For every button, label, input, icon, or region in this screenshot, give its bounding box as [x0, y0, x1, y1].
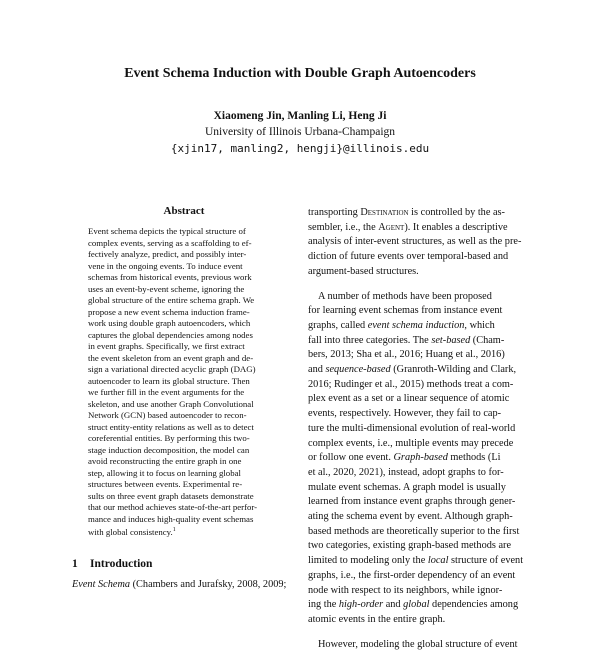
body-line: two categories, existing graph-based methods are — [308, 540, 512, 552]
abstract-line: schemas from historical events, previous work — [88, 272, 252, 282]
body-line — [308, 334, 530, 349]
body-line: argument-based structures. — [308, 265, 419, 277]
body-line — [308, 319, 530, 334]
body-line: complex events, i.e., multiple events may precede — [308, 437, 514, 449]
role-agent: Agent — [378, 221, 405, 233]
body-line: for learning event schemas from instance event — [308, 305, 503, 317]
abstract-line: complex events, serving as a scaffolding to ef- — [88, 237, 252, 248]
italic-term: global — [403, 599, 430, 611]
abstract-line: skeleton, and use another Graph Convolutional — [88, 398, 254, 409]
abstract-line: that our method achieves state-of-the-art perfor- — [88, 502, 258, 512]
text: sembler, i.e., the — [308, 221, 379, 233]
paragraph-gap — [308, 280, 530, 290]
intro-citation: (Chambers and Jurafsky, 2008, 2009; — [130, 579, 287, 590]
author-list: Xiaomeng Jin, Manling Li, Heng Ji — [213, 110, 387, 122]
abstract-line: mance and induces high-quality event schemas — [88, 513, 254, 524]
abstract-line: sults on three event graph datasets demonstrate — [88, 490, 254, 501]
body-line — [308, 451, 530, 466]
abstract-line: uses an event-by-event scheme, ignoring the — [88, 283, 245, 294]
italic-term: event schema induction — [367, 319, 465, 331]
text: is controlled by the as- — [408, 207, 505, 218]
text: limited to modeling only the — [308, 555, 428, 567]
text: or follow one event. — [308, 452, 394, 464]
body-line: graphs, i.e., the first-order dependency of an event — [308, 569, 516, 581]
text: dependencies among — [429, 599, 519, 611]
abstract-line — [88, 525, 282, 538]
affiliation: University of Illinois Urbana-Champaign — [204, 126, 396, 138]
abstract-line: Network (GCN) based autoencoder to recon- — [88, 410, 247, 420]
body-line — [308, 554, 530, 569]
text: structure of event — [448, 555, 524, 567]
abstract-line: the event skeleton from an event graph and de- — [88, 352, 254, 363]
abstract-line: avoid reconstructing the entire graph in one — [88, 456, 242, 466]
body-line: mulate event schemas. A graph model is usually — [308, 481, 506, 493]
text: fall into three categories. The — [308, 334, 432, 346]
paper-title: Event Schema Induction with Double Graph Autoencoders — [124, 66, 476, 81]
abstract-line: struct entity-entity relations as well as to detect — [88, 421, 254, 432]
abstract-line: stage induction decomposition, the model can — [88, 444, 250, 455]
body-line — [308, 221, 530, 236]
text: and — [383, 599, 404, 611]
text: graphs, called — [308, 319, 368, 331]
introduction-body — [72, 578, 292, 593]
italic-term: local — [427, 555, 449, 567]
italic-term: set-based — [431, 334, 471, 346]
abstract-line-text: with global consistency. — [88, 526, 173, 537]
body-line: atomic events in the entire graph. — [308, 613, 446, 625]
abstract-line: coreferential entities. By performing this two- — [88, 433, 250, 443]
abstract-line: Event schema depicts the typical structure of — [88, 226, 246, 236]
paragraph-gap — [308, 628, 530, 638]
body-line — [308, 598, 530, 613]
abstract-body — [88, 226, 282, 538]
abstract-line: propose a new event schema induction frame- — [88, 306, 250, 317]
text: ). It enables a descriptive — [404, 221, 508, 233]
right-column-body — [308, 206, 530, 652]
intro-term: Event Schema — [72, 579, 131, 590]
body-line: However, modeling the global structure of event — [318, 638, 518, 650]
abstract-line: in event graphs. Specifically, we first extract — [88, 341, 245, 351]
section-heading-introduction — [72, 558, 152, 570]
body-line: plex event as a set or a linear sequence of atomic — [308, 393, 510, 405]
section-title: Introduction — [90, 558, 153, 570]
abstract-line: sign a variational directed acyclic graph (DAG) — [88, 364, 256, 374]
text: (Granroth-Wilding and Clark, — [390, 364, 517, 376]
body-line — [308, 363, 530, 378]
italic-term: sequence-based — [325, 364, 391, 376]
text: transporting — [308, 207, 361, 218]
body-line: events, respectively. However, they fail to cap- — [308, 408, 502, 420]
text: , which — [464, 319, 495, 331]
abstract-line: global structure of the entire schema graph. We — [88, 295, 255, 305]
abstract-line: vene in the ongoing events. To induce event — [88, 260, 243, 271]
footnote-marker[interactable]: 1 — [172, 527, 176, 533]
body-line: node with respect to its neighbors, while ignor- — [308, 584, 503, 596]
body-line: ating the schema event by event. Although graph- — [308, 511, 513, 523]
italic-term: Graph-based — [393, 452, 448, 464]
body-line: based methods are theoretically superior to the first — [308, 525, 520, 537]
text: (Cham- — [470, 334, 505, 346]
intro-line — [72, 578, 292, 593]
author-emails[interactable]: {xjin17, manling2, hengji}@illinois.edu — [170, 142, 430, 155]
body-line — [308, 206, 530, 221]
abstract-heading: Abstract — [163, 205, 205, 217]
abstract-line: structures between events. Experimental re- — [88, 479, 243, 489]
text: methods (Li — [447, 452, 501, 464]
abstract-line: step, allowing it to focus on learning global — [88, 467, 241, 478]
abstract-line: autoencoder to learn its global structure. Then — [88, 375, 250, 386]
text: and — [308, 364, 326, 376]
body-line: diction of future events over temporal-based and — [308, 251, 509, 263]
abstract-line: fectively analyze, predict, and possibly inter- — [88, 249, 247, 259]
body-line: A number of methods have been proposed — [318, 290, 492, 302]
body-line: et al., 2020, 2021), instead, adopt graphs to for- — [308, 466, 504, 478]
body-line: ture the multi-dimensional evolution of real-world — [308, 422, 516, 434]
role-destination: Destination — [360, 207, 409, 218]
abstract-line: captures the global dependencies among nodes — [88, 329, 253, 340]
body-line: bers, 2013; Sha et al., 2016; Huang et al., 2016) — [308, 349, 505, 361]
abstract-line: we further fill in the event arguments for the — [88, 387, 245, 397]
section-number: 1 — [72, 558, 78, 570]
body-line: learned from instance event graphs through gener- — [308, 496, 516, 508]
body-line: 2016; Rudinger et al., 2015) methods treat a com- — [308, 378, 514, 390]
body-line: analysis of inter-event structures, as well as the pre- — [308, 236, 522, 248]
text: ing the — [308, 599, 339, 611]
abstract-line: work using double graph autoencoders, which — [88, 318, 251, 328]
italic-term: high-order — [338, 599, 384, 611]
